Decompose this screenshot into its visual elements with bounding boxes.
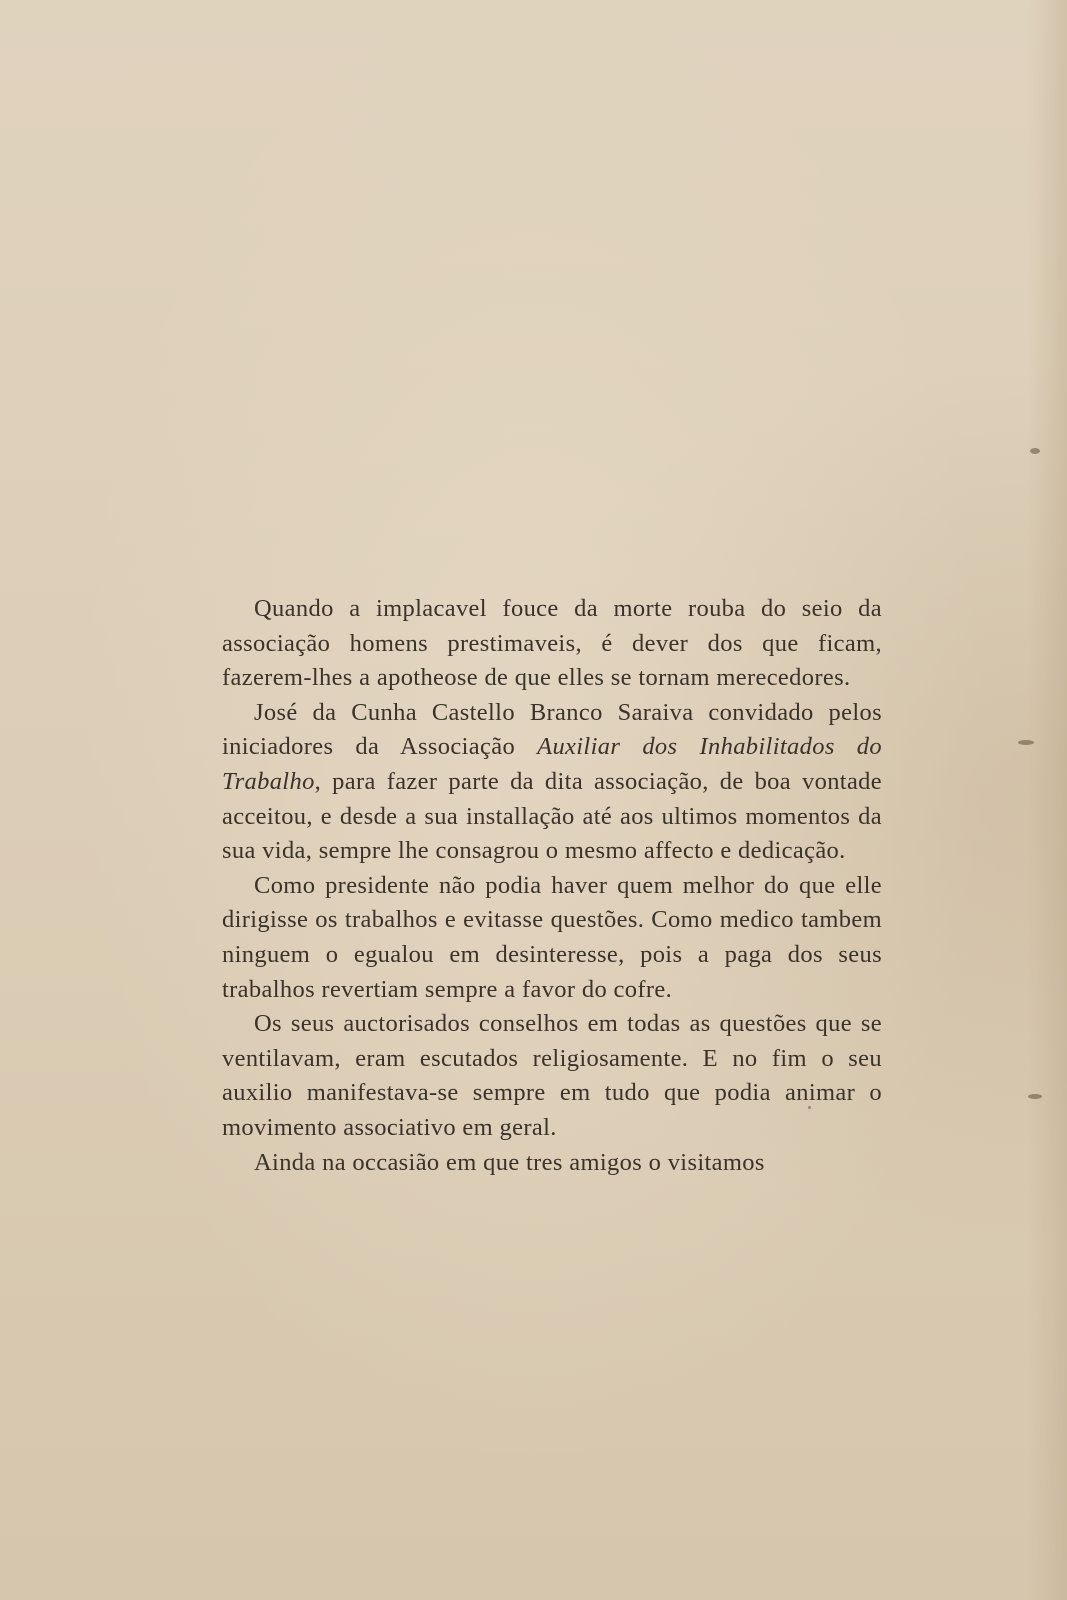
- paper-speck: [1028, 1094, 1042, 1099]
- paragraph-text: Quando a implacavel fouce da morte rouba do seio da associação homens prestimaveis, é dever dos que ficam, fazerem-lhes a apotheose de que elles se tornam merecedores.: [222, 595, 882, 692]
- page-edge-shadow: [1027, 0, 1067, 1600]
- paragraph-text: Os seus auctorisados conselhos em todas as questões que se ventilavam, eram escutados religiosamente. E no fim o seu auxilio manifestava-se sempre em tudo que podia animar o movimento associativo em geral.: [222, 1010, 882, 1141]
- paragraph: [222, 696, 882, 869]
- paper-speck: [1018, 740, 1034, 745]
- paragraph: [222, 869, 882, 1007]
- paper-speck: [1030, 448, 1040, 454]
- document-body: [222, 592, 882, 1180]
- paragraph: [222, 592, 882, 696]
- paragraph: [222, 1146, 882, 1181]
- paragraph: [222, 1007, 882, 1145]
- paragraph-text: Como presidente não podia haver quem melhor do que elle dirigisse os trabalhos e evitasse questões. Como medico tambem ninguem o egualou em desinteresse, pois a paga dos seus trabalhos revertiam sempre a favor do cofre.: [222, 871, 882, 1003]
- paragraph-text: José da Cunha Castello Branco Saraiva convidado pelos iniciadores da Associação: [222, 698, 882, 761]
- paragraph-text: Ainda na occasião em que tres amigos o visitamos: [254, 1148, 765, 1176]
- association-name-italic: Auxiliar dos Inhabilitados do Trabalho: [222, 733, 882, 795]
- paragraph-text: , para fazer parte da dita associação, de boa vontade acceitou, e desde a sua installação até aos ultimos momentos da sua vida, sempre lhe consagrou o mesmo affecto e dedicação.: [222, 767, 882, 865]
